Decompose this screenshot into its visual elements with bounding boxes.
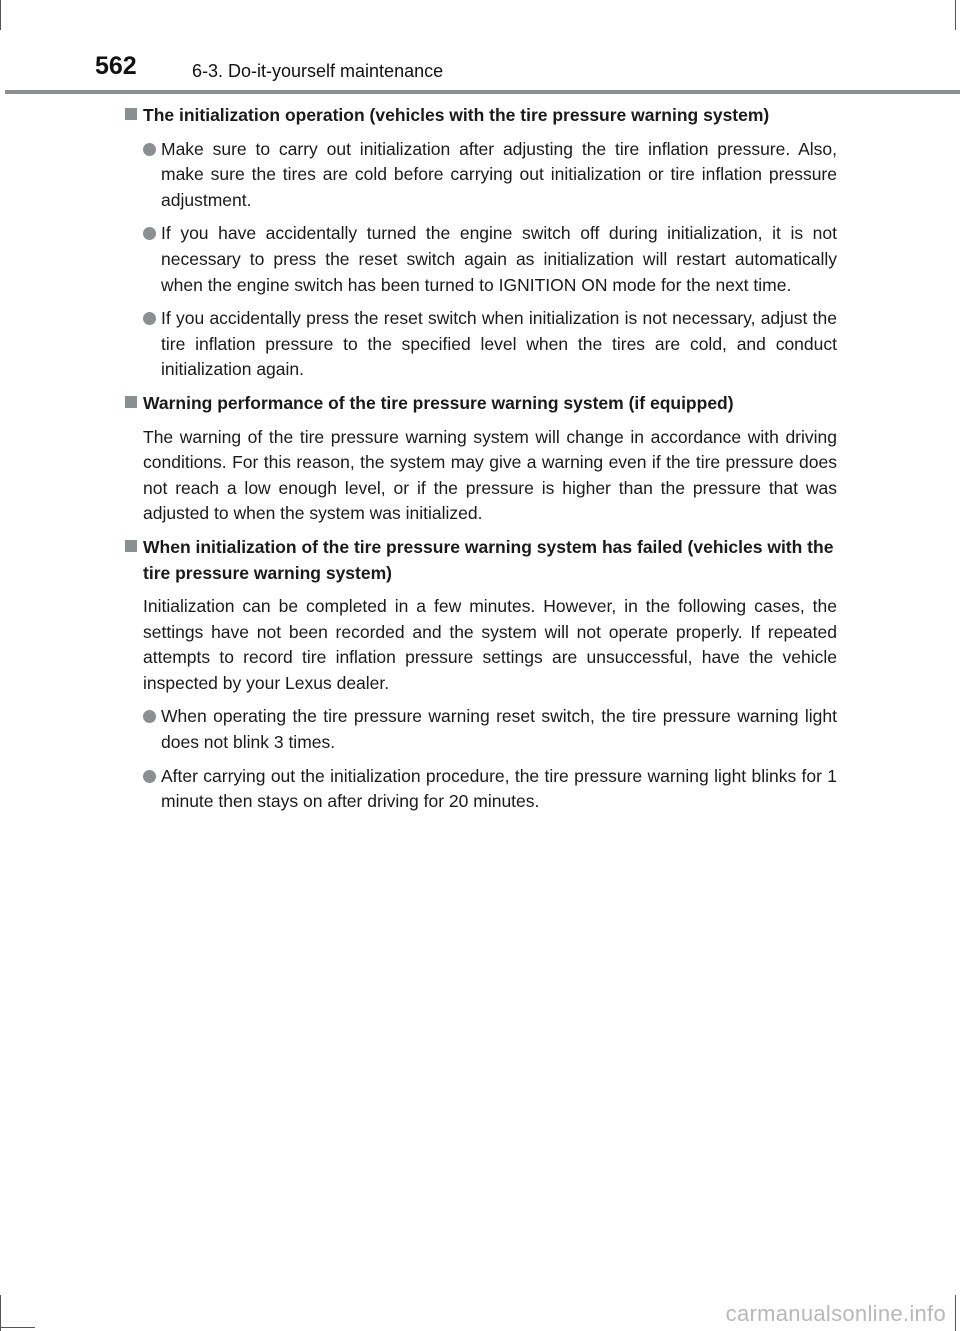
list-item: If you have accidentally turned the engine switch off during initialization, it is not necessary to press the reset switch again as initialization will restart automatically when the engine switch has been turned to IGNITION ON mode for the next time.: [125, 221, 837, 298]
section-heading: When initialization of the tire pressure warning system has failed (vehicles with the tire pressure warning system): [125, 535, 837, 586]
circle-bullet-icon: [143, 143, 156, 156]
circle-bullet-icon: [143, 312, 156, 325]
section-title: 6-3. Do-it-yourself maintenance: [192, 61, 444, 81]
list-item: When operating the tire pressure warning reset switch, the tire pressure warning light does not blink 3 times.: [125, 704, 837, 755]
header-divider: [5, 90, 960, 94]
watermark-logo: carmanualsonline.info: [725, 1301, 946, 1326]
circle-bullet-icon: [143, 227, 156, 240]
list-item: If you accidentally press the reset switch when initialization is not necessary, adjust the tire inflation pressure to the specified level when the tires are cold, and conduct initialization again.: [125, 306, 837, 383]
page-header: [0, 0, 960, 96]
body-paragraph: The warning of the tire pressure warning system will change in accordance with driving conditions. For this reason, the system may give a warning even if the tire pressure does not reach a low enough level, or if the pressure is higher than the pressure that was adjusted to when the system was initialized.: [143, 426, 837, 524]
section-heading: The initialization operation (vehicles with the tire pressure warning system): [125, 103, 837, 129]
crop-mark: [955, 1295, 956, 1331]
list-item: After carrying out the initialization procedure, the tire pressure warning light blinks for 1 minute then stays on after driving for 20 minutes.: [125, 764, 837, 815]
square-bullet-icon: [125, 540, 137, 552]
body-paragraph: Initialization can be completed in a few minutes. However, in the following cases, the settings have not been recorded and the system will not operate properly. If repeated attempts to record tire inflation pressure settings are unsuccessful, have the vehicle inspected by your Lexus dealer.: [143, 596, 837, 693]
list-item: Make sure to carry out initialization after adjusting the tire inflation pressure. Also, make sure the tires are cold before carrying out initialization or tire inflation pressure adjustment.: [125, 137, 837, 214]
main-content: [125, 103, 837, 815]
square-bullet-icon: [125, 108, 137, 120]
square-bullet-icon: [125, 396, 137, 408]
circle-bullet-icon: [143, 710, 156, 723]
crop-mark: [0, 1327, 35, 1328]
page-number: 562: [95, 52, 137, 80]
circle-bullet-icon: [143, 770, 156, 783]
section-heading: Warning performance of the tire pressure warning system (if equipped): [125, 391, 837, 417]
crop-mark: [0, 1295, 1, 1331]
